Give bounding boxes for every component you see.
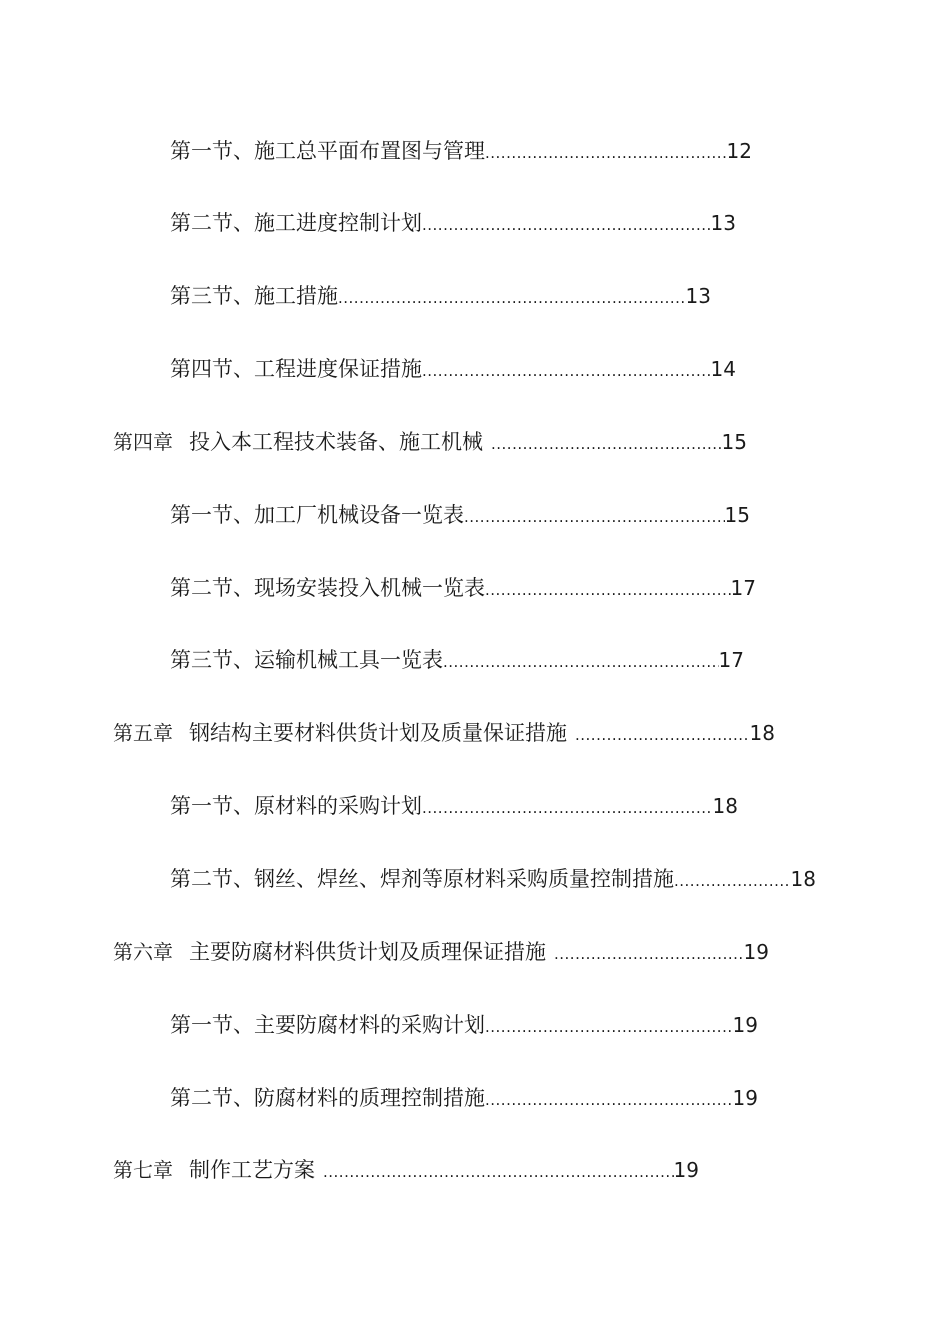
toc-entry-title: 第一节、施工总平面布置图与管理 — [170, 139, 485, 163]
toc-entry-chapter[interactable] — [113, 937, 769, 967]
chapter-label: 第七章 — [113, 1158, 173, 1182]
toc-entry-title: 第三节、运输机械工具一览表 — [170, 648, 443, 672]
toc-entry-chapter[interactable] — [113, 718, 775, 748]
toc-page-number: 18 — [712, 794, 738, 818]
toc-page-number: 19 — [732, 1086, 758, 1110]
toc-page-number: 12 — [726, 139, 752, 163]
dot-leader — [323, 1157, 674, 1185]
toc-entry-section[interactable] — [170, 1083, 758, 1113]
toc-entry-section[interactable] — [170, 645, 744, 675]
toc-page-number: 14 — [710, 357, 736, 381]
dot-leader — [485, 1085, 733, 1113]
dot-leader — [422, 793, 713, 821]
toc-page-number: 17 — [718, 648, 744, 672]
chapter-label: 第五章 — [113, 721, 173, 745]
dot-leader — [674, 866, 791, 894]
toc-entry-title: 第一节、原材料的采购计划 — [170, 794, 422, 818]
toc-page-number: 19 — [673, 1158, 699, 1182]
toc-entry-title: 第二节、钢丝、焊丝、焊剂等原材料采购质量控制措施 — [170, 867, 674, 891]
toc-entry-section[interactable] — [170, 208, 736, 238]
dot-leader — [554, 939, 744, 967]
toc-page-number: 18 — [790, 867, 816, 891]
toc-entry-title: 钢结构主要材料供货计划及质量保证措施 — [189, 721, 567, 745]
toc-entry-title: 投入本工程技术装备、施工机械 — [189, 430, 483, 454]
toc-entry-title: 制作工艺方案 — [189, 1158, 315, 1182]
toc-page-number: 15 — [724, 503, 750, 527]
toc-page-number: 17 — [730, 576, 756, 600]
dot-leader — [443, 647, 719, 675]
toc-entry-chapter[interactable] — [113, 427, 747, 457]
dot-leader — [485, 575, 731, 603]
toc-entry-section[interactable] — [170, 500, 750, 530]
dot-leader — [485, 1012, 733, 1040]
toc-page-number: 19 — [743, 940, 769, 964]
toc-entry-title: 第三节、施工措施 — [170, 284, 338, 308]
toc-page-number: 19 — [732, 1013, 758, 1037]
toc-entry-section[interactable] — [170, 573, 756, 603]
toc-page-number: 13 — [685, 284, 711, 308]
toc-page-number: 15 — [721, 430, 747, 454]
toc-entry-section[interactable] — [170, 281, 711, 311]
dot-leader — [464, 502, 725, 530]
toc-page-number: 13 — [710, 211, 736, 235]
dot-leader — [338, 283, 686, 311]
toc-entry-section[interactable] — [170, 791, 738, 821]
toc-entry-section[interactable] — [170, 136, 752, 166]
dot-leader — [485, 138, 727, 166]
dot-leader — [422, 356, 711, 384]
toc-entry-title: 第一节、加工厂机械设备一览表 — [170, 503, 464, 527]
toc-entry-title: 第二节、防腐材料的质理控制措施 — [170, 1086, 485, 1110]
toc-entry-title: 第二节、现场安装投入机械一览表 — [170, 576, 485, 600]
toc-entry-section[interactable] — [170, 354, 736, 384]
toc-page-number: 18 — [749, 721, 775, 745]
toc-entry-chapter[interactable] — [113, 1155, 699, 1185]
toc-entry-title: 主要防腐材料供货计划及质理保证措施 — [189, 940, 546, 964]
toc-entry-title: 第四节、工程进度保证措施 — [170, 357, 422, 381]
dot-leader — [491, 429, 722, 457]
toc-entry-title: 第一节、主要防腐材料的采购计划 — [170, 1013, 485, 1037]
chapter-label: 第六章 — [113, 940, 173, 964]
toc-entry-section[interactable] — [170, 1010, 758, 1040]
dot-leader — [575, 720, 750, 748]
chapter-label: 第四章 — [113, 430, 173, 454]
dot-leader — [422, 210, 711, 238]
toc-entry-section[interactable] — [170, 864, 816, 894]
toc-entry-title: 第二节、施工进度控制计划 — [170, 211, 422, 235]
